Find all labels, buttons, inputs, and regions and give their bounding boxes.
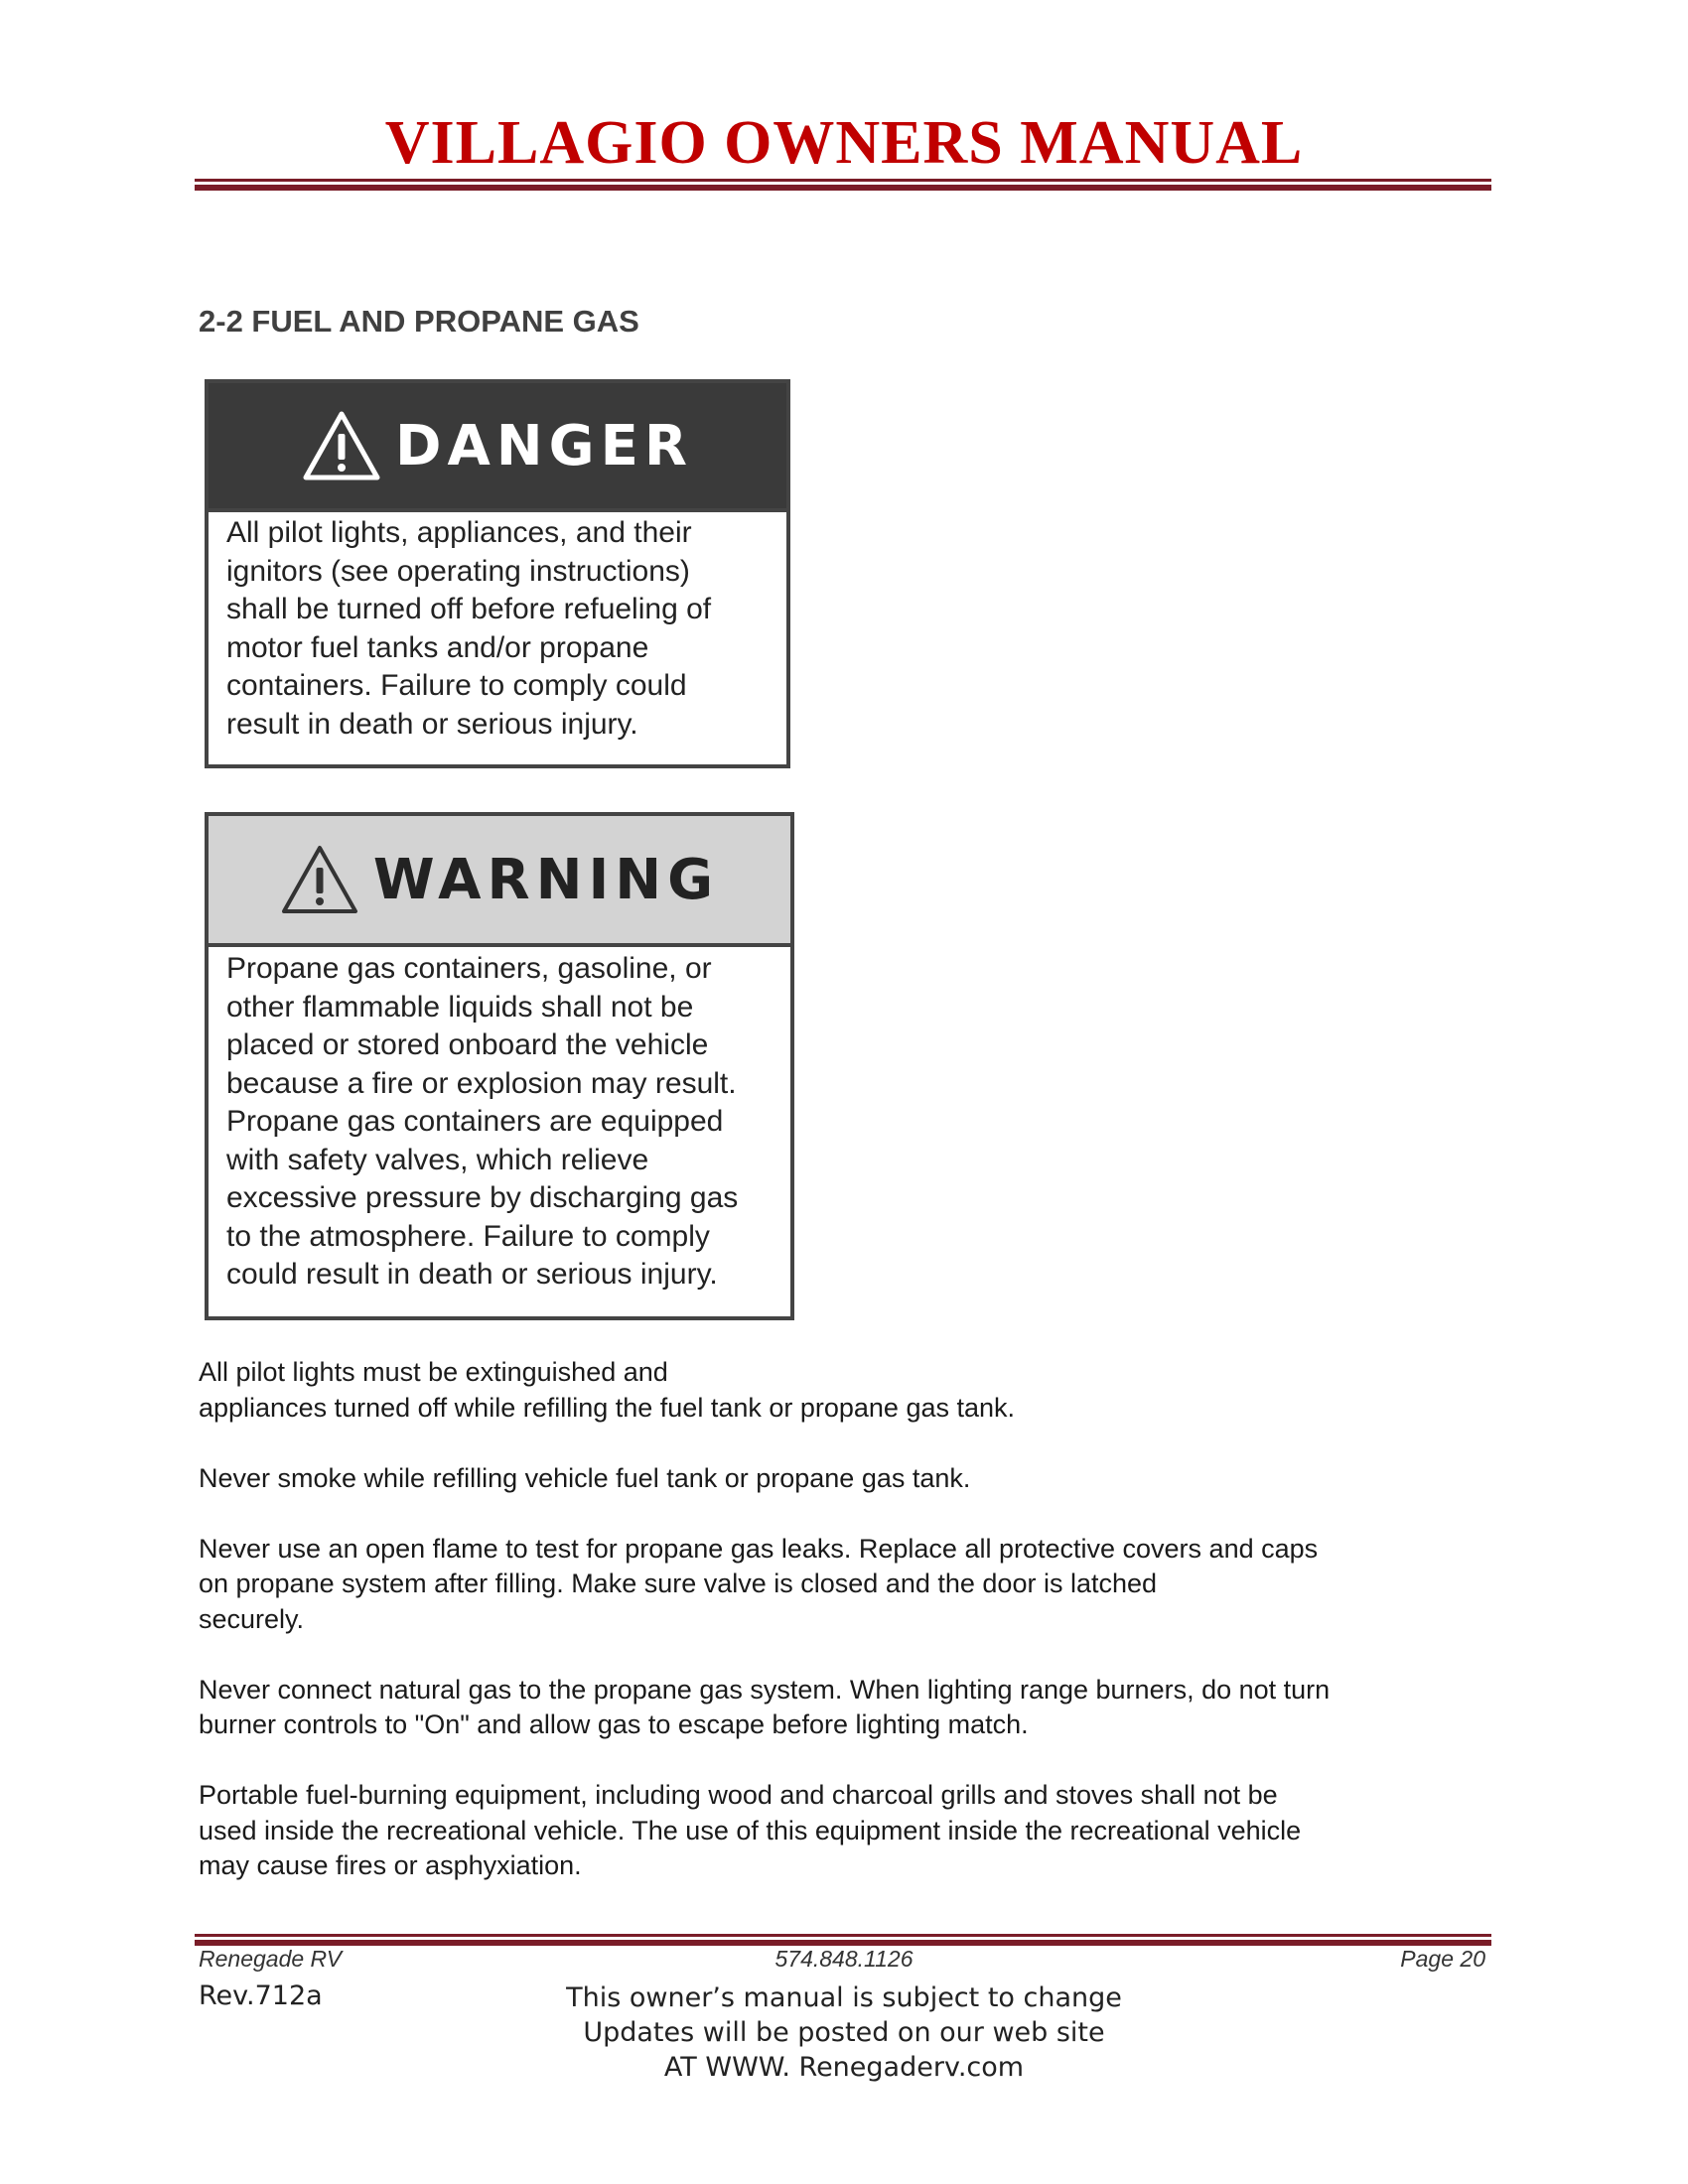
warning-text-line: placed or stored onboard the vehicle	[226, 1028, 709, 1061]
paragraph-line: Never use an open flame to test for propane gas leaks. Replace all protective covers and caps	[199, 1533, 1319, 1564]
paragraph	[199, 1778, 1489, 1884]
warning-text-line: Propane gas containers, gasoline, or	[226, 952, 712, 985]
paragraph-line: All pilot lights must be extinguished and	[199, 1357, 668, 1387]
paragraph-line: appliances turned off while refilling the fuel tank or propane gas tank.	[199, 1392, 1016, 1423]
danger-text	[209, 512, 786, 744]
warning-sign	[205, 812, 794, 1320]
warning-text	[209, 947, 790, 1295]
paragraph	[199, 1355, 1489, 1426]
paragraph-line: used inside the recreational vehicle. The use of this equipment inside the recreational vehicle	[199, 1815, 1302, 1845]
paragraph-line: may cause fires or asphyxiation.	[199, 1850, 582, 1880]
warning-triangle-icon	[302, 410, 381, 481]
footer-divider	[195, 1934, 1491, 1946]
paragraph-line: securely.	[199, 1603, 305, 1634]
footer-notice-line: This owner’s manual is subject to change	[566, 1982, 1122, 2013]
warning-text-line: with safety valves, which relieve	[226, 1143, 649, 1176]
danger-sign-header	[209, 383, 786, 512]
footer-company: Renegade RV	[199, 1946, 343, 1972]
paragraph-line: Never connect natural gas to the propane gas system. When lighting range burners, do not turn	[199, 1674, 1331, 1705]
body-text	[199, 1355, 1489, 1919]
footer-notice-line: AT WWW. Renegaderv.com	[663, 2052, 1025, 2083]
warning-text-line: could result in death or serious injury.	[226, 1258, 718, 1291]
warning-text-line: to the atmosphere. Failure to comply	[226, 1219, 710, 1253]
paragraph	[199, 1532, 1489, 1638]
danger-text-line: shall be turned off before refueling of	[226, 593, 712, 625]
footer-page-number: Page 20	[1400, 1946, 1485, 1972]
paragraph-line: Portable fuel-burning equipment, including wood and charcoal grills and stoves shall not be	[199, 1780, 1278, 1810]
paragraph	[199, 1461, 1489, 1497]
paragraph-line: on propane system after filling. Make sure valve is closed and the door is latched	[199, 1569, 1158, 1598]
warning-text-line: because a fire or explosion may result.	[226, 1066, 737, 1100]
footer-phone: 574.848.1126	[774, 1946, 914, 1972]
danger-text-line: result in death or serious injury.	[226, 707, 638, 741]
header-divider	[195, 179, 1491, 191]
footer-revision: Rev.712a	[199, 1980, 323, 2011]
paragraph-line: burner controls to "On" and allow gas to escape before lighting match.	[199, 1709, 1029, 1739]
warning-triangle-icon	[280, 844, 359, 915]
warning-sign-header	[209, 816, 790, 947]
warning-label: WARNING	[372, 847, 720, 912]
paragraph	[199, 1673, 1489, 1743]
section-heading: 2-2 FUEL AND PROPANE GAS	[199, 304, 639, 339]
danger-text-line: motor fuel tanks and/or propane	[226, 630, 649, 664]
danger-text-line: containers. Failure to comply could	[226, 669, 687, 702]
danger-text-line: ignitors (see operating instructions)	[226, 554, 690, 588]
warning-text-line: Propane gas containers are equipped	[226, 1105, 724, 1138]
warning-text-line: excessive pressure by discharging gas	[226, 1181, 739, 1214]
danger-label: DANGER	[394, 413, 694, 478]
warning-text-line: other flammable liquids shall not be	[226, 990, 694, 1024]
danger-text-line: All pilot lights, appliances, and their	[226, 516, 692, 549]
footer-notice	[0, 1980, 1688, 2085]
manual-title: VILLAGIO OWNERS MANUAL	[384, 109, 1304, 177]
danger-sign	[205, 379, 790, 768]
footer	[199, 1946, 1489, 1981]
footer-notice-line: Updates will be posted on our web site	[583, 2017, 1105, 2048]
paragraph-line: Never smoke while refilling vehicle fuel tank or propane gas tank.	[199, 1462, 971, 1493]
